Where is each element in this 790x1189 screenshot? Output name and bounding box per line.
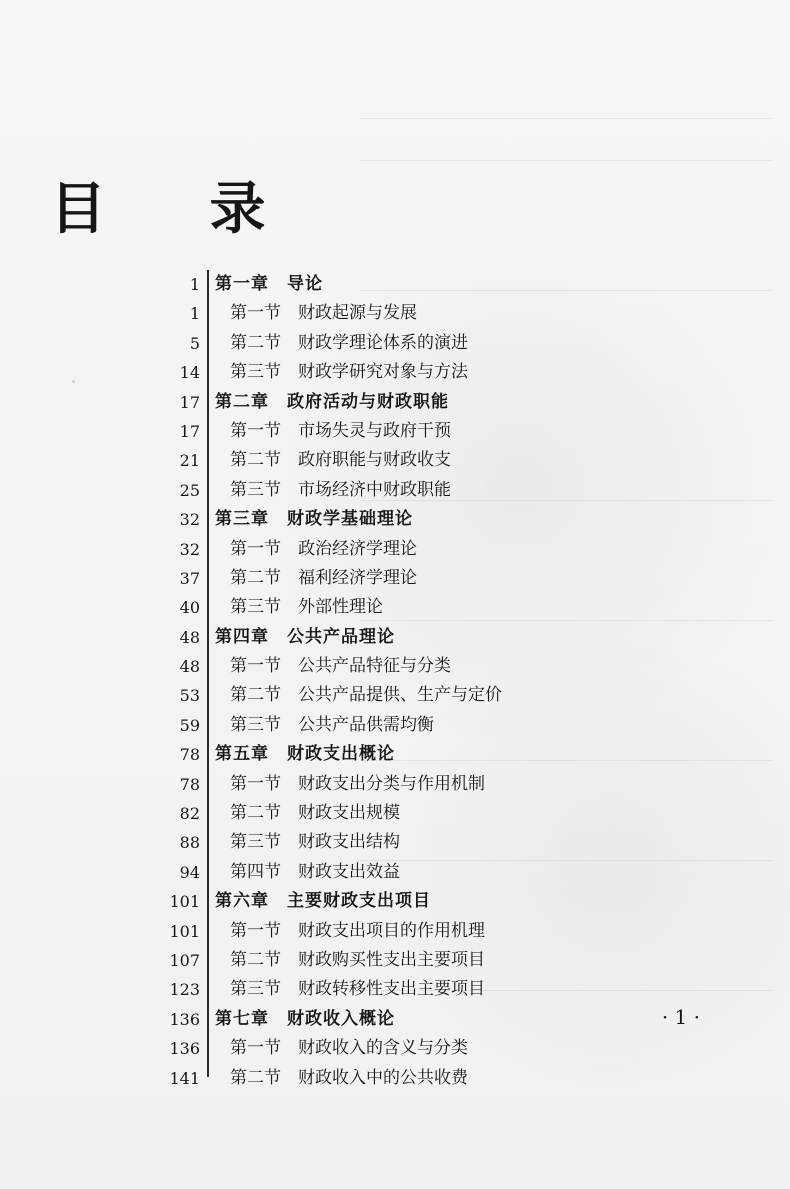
toc-section-entry[interactable]: [158, 799, 548, 828]
toc-chapter-entry[interactable]: [158, 887, 548, 916]
toc-page-number: 17: [179, 421, 200, 441]
toc-section-entry[interactable]: [158, 711, 548, 740]
toc-page-number: 78: [179, 745, 200, 765]
toc-section-entry[interactable]: [158, 535, 548, 564]
toc-section-entry[interactable]: [158, 476, 548, 505]
toc-section-title: 第一节 政治经济学理论: [230, 538, 417, 559]
toc-chapter-title: 第四章 公共产品理论: [215, 626, 395, 647]
toc-chapter-title: 第一章 导论: [215, 274, 323, 294]
toc-page-number: 94: [179, 862, 200, 882]
toc-section-title: 第一节 财政起源与发展: [230, 303, 417, 324]
toc-section-title: 第三节 公共产品供需均衡: [230, 714, 434, 735]
toc-section-entry[interactable]: [158, 946, 548, 975]
toc-page-number: 5: [189, 333, 200, 353]
toc-page-number: 32: [179, 510, 200, 530]
toc-chapter-entry[interactable]: [158, 505, 548, 534]
toc-section-entry[interactable]: [158, 564, 548, 593]
toc-chapter-title: 第六章 主要财政支出项目: [215, 891, 431, 912]
toc-section-title: 第二节 政府职能与财政收支: [230, 450, 451, 471]
toc-section-title: 第一节 市场失灵与政府干预: [230, 420, 451, 441]
toc-section-entry[interactable]: [158, 1064, 548, 1093]
page-title: 目 录: [50, 177, 308, 242]
toc-section-title: 第一节 财政支出分类与作用机制: [230, 773, 485, 794]
toc-section-title: 第四节 财政支出效益: [230, 861, 400, 882]
toc-chapter-title: 第三章 财政学基础理论: [215, 509, 413, 530]
toc-page-number: 136: [169, 1009, 200, 1029]
toc-chapter-title: 第五章 财政支出概论: [215, 744, 395, 765]
toc-page-number: 40: [179, 598, 200, 618]
toc-page-number: 1: [189, 275, 200, 294]
toc-section-title: 第二节 公共产品提供、生产与定价: [230, 685, 502, 706]
toc-section-title: 第二节 财政收入中的公共收费: [230, 1067, 468, 1088]
toc-page-number: 25: [179, 480, 200, 500]
toc-chapter-entry[interactable]: [158, 1005, 548, 1034]
toc-list: [158, 270, 548, 1093]
toc-section-entry[interactable]: [158, 975, 548, 1004]
bleed-through-line: [360, 118, 772, 119]
toc-page-number: 101: [169, 892, 200, 912]
toc-page-number: 48: [179, 657, 200, 677]
toc-section-title: 第三节 财政支出结构: [230, 832, 400, 853]
toc-page-number: 82: [179, 804, 200, 824]
toc-page-number: 1: [189, 304, 200, 324]
toc-chapter-entry[interactable]: [158, 740, 548, 769]
toc-section-title: 第二节 财政购买性支出主要项目: [230, 949, 485, 970]
toc-page-number: 88: [179, 833, 200, 853]
toc-page-number: 17: [179, 392, 200, 412]
toc-section-title: 第一节 公共产品特征与分类: [230, 656, 451, 677]
table-of-contents: [158, 270, 548, 1088]
toc-section-title: 第二节 福利经济学理论: [230, 567, 417, 588]
toc-chapter-entry[interactable]: [158, 270, 548, 299]
toc-chapter-title: 第七章 财政收入概论: [215, 1008, 395, 1029]
toc-section-title: 第三节 财政转移性支出主要项目: [230, 979, 485, 1000]
toc-section-entry[interactable]: [158, 858, 548, 887]
toc-page-number: 101: [169, 921, 200, 941]
toc-chapter-entry[interactable]: [158, 388, 548, 417]
toc-section-title: 第三节 财政学研究对象与方法: [230, 362, 468, 383]
toc-page-number: 21: [179, 451, 200, 471]
toc-page-number: 141: [169, 1068, 200, 1088]
toc-page-number: 14: [179, 363, 200, 383]
toc-section-entry[interactable]: [158, 681, 548, 710]
toc-section-entry[interactable]: [158, 1034, 548, 1063]
toc-section-entry[interactable]: [158, 299, 548, 328]
toc-section-entry[interactable]: [158, 446, 548, 475]
toc-section-entry[interactable]: [158, 417, 548, 446]
toc-section-entry[interactable]: [158, 917, 548, 946]
toc-page-number: 32: [179, 539, 200, 559]
page-number: · 1 ·: [661, 1005, 700, 1029]
toc-page-number: 37: [179, 568, 200, 588]
toc-section-entry[interactable]: [158, 593, 548, 622]
toc-page-number: 53: [179, 686, 200, 706]
toc-section-title: 第二节 财政学理论体系的演进: [230, 332, 468, 353]
toc-page-number: 136: [169, 1039, 200, 1059]
bleed-through-line: [360, 160, 772, 161]
toc-section-title: 第二节 财政支出规模: [230, 803, 400, 824]
toc-page-number: 78: [179, 774, 200, 794]
toc-chapter-entry[interactable]: [158, 623, 548, 652]
toc-section-title: 第一节 财政收入的含义与分类: [230, 1038, 468, 1059]
paper-speck: [72, 380, 75, 383]
toc-page-number: 59: [179, 715, 200, 735]
toc-page-number: 123: [169, 980, 200, 1000]
toc-section-entry[interactable]: [158, 770, 548, 799]
toc-page-number: 48: [179, 627, 200, 647]
toc-page-number: 107: [169, 950, 200, 970]
toc-section-entry[interactable]: [158, 828, 548, 857]
toc-section-title: 第三节 市场经济中财政职能: [230, 479, 451, 500]
toc-chapter-title: 第二章 政府活动与财政职能: [215, 391, 449, 412]
toc-section-entry[interactable]: [158, 358, 548, 387]
toc-section-entry[interactable]: [158, 652, 548, 681]
toc-section-entry[interactable]: [158, 329, 548, 358]
toc-section-title: 第三节 外部性理论: [230, 597, 383, 618]
toc-section-title: 第一节 财政支出项目的作用机理: [230, 920, 485, 941]
